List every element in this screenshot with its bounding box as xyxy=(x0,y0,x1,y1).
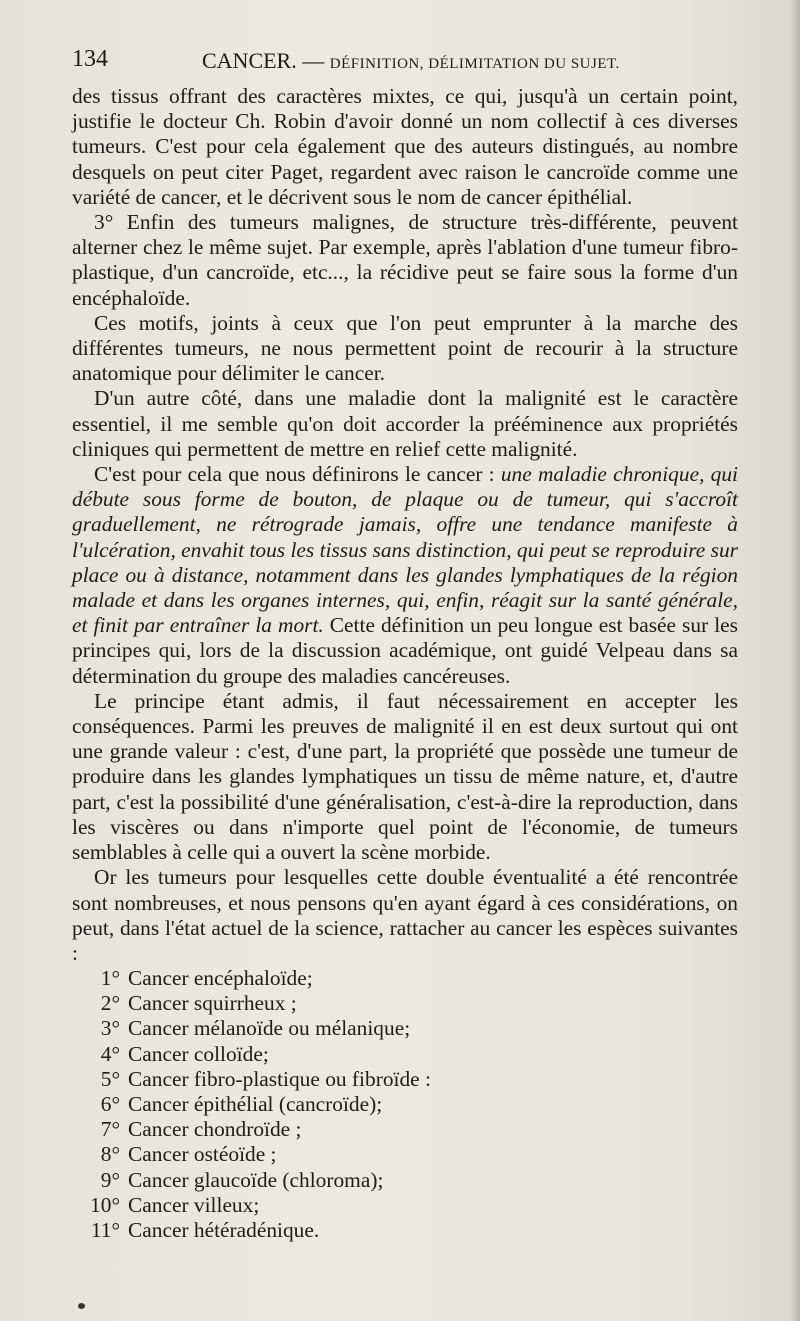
header-subtitle: DÉFINITION, DÉLIMITATION DU SUJET. xyxy=(329,56,620,72)
paragraph: 3° Enfin des tumeurs malignes, de structure très-différente, peuvent alterner chez le même sujet. Par exemple, après l'ablation d'une tumeur fibro-plastique, d'un cancroïde, etc..., la récidive peut se faire sous la forme d'un encéphaloïde. xyxy=(72,210,738,310)
species-text: Cancer épithélial (cancroïde); xyxy=(128,1092,383,1117)
page-number: 134 xyxy=(72,46,108,72)
species-text: Cancer encéphaloïde; xyxy=(128,966,313,991)
species-number: 11° xyxy=(90,1217,120,1242)
paragraph: D'un autre côté, dans une maladie dont la malignité est le caractère essentiel, il me semble qu'on doit accorder la prééminence aux propriétés cliniques qui permettent de mettre en relief cette malignité. xyxy=(72,386,738,461)
header-title: CANCER. xyxy=(202,48,297,73)
species-text: Cancer chondroïde ; xyxy=(128,1117,302,1142)
paragraph: Le principe étant admis, il faut nécessairement en accepter les conséquences. Parmi les preuves de malignité il en est deux surtout qui ont une grande valeur : c'est, d'une part, la propriété que possède une tumeur de produire dans les glandes lymphatiques un tissu de même nature, et, d'autre part, c'est la possibilité d'une généralisation, c'est-à-dire la reproduction, dans les viscères ou dans n'importe quel point de l'économie, de tumeurs semblables à celle qui a ouvert la scène morbide. xyxy=(72,688,738,865)
species-text: Cancer mélanoïde ou mélanique; xyxy=(128,1016,411,1041)
definition-italic: une maladie chronique, qui débute sous forme de bouton, de plaque ou de tumeur, qui s'accroît graduellement, ne rétrograde jamais, offre une tendance manifeste à l'ulcération, envahit tous les tissus sans distinction, qui peut se reproduire sur place ou à distance, notamment dans les glandes lymphatiques de la région malade et dans les organes internes, qui, enfin, réagit sur la santé générale, et finit par entraîner la mort. xyxy=(72,462,738,638)
header-dash: — xyxy=(302,48,325,73)
running-title xyxy=(202,48,620,74)
species-text: Cancer fibro-plastique ou fibroïde : xyxy=(128,1066,431,1091)
species-number: 8° xyxy=(100,1142,120,1167)
definition-outro: Cette définition un peu longue est basée sur les principes qui, lors de la discussion académique, ont guidé Velpeau dans sa détermination du groupe des maladies cancéreuses. xyxy=(72,613,738,688)
ink-speck xyxy=(78,1303,85,1309)
running-header xyxy=(72,44,732,76)
species-item xyxy=(72,1193,738,1218)
species-number: 2° xyxy=(100,991,120,1016)
species-number: 10° xyxy=(90,1192,120,1217)
species-item xyxy=(72,966,738,991)
species-text: Cancer glaucoïde (chloroma); xyxy=(128,1167,384,1192)
species-item xyxy=(72,1142,738,1167)
species-item xyxy=(72,1092,738,1117)
species-number: 7° xyxy=(100,1117,120,1142)
species-text: Cancer colloïde; xyxy=(128,1041,269,1066)
species-number: 9° xyxy=(100,1167,120,1192)
species-text: Cancer villeux; xyxy=(128,1192,260,1217)
page-body xyxy=(72,84,738,1243)
species-text: Cancer squirrheux ; xyxy=(128,991,297,1016)
species-item xyxy=(72,1067,738,1092)
species-number: 4° xyxy=(100,1041,120,1066)
species-item xyxy=(72,1117,738,1142)
paragraph: Ces motifs, joints à ceux que l'on peut emprunter à la marche des différentes tumeurs, ne nous permettent point de recourir à la structure anatomique pour délimiter le cancer. xyxy=(72,310,738,386)
paragraph: des tissus offrant des caractères mixtes, ce qui, jusqu'à un certain point, justifie le docteur Ch. Robin d'avoir donné un nom collectif à ces diverses tumeurs. C'est pour cela également que des auteurs distingués, au nombre desquels on peut citer Paget, regardent avec raison le cancroïde comme une variété de cancer, et le décrivent sous le nom de cancer épithélial. xyxy=(72,84,738,209)
definition-paragraph xyxy=(72,462,738,689)
species-list xyxy=(72,966,738,1243)
species-number: 3° xyxy=(100,1016,120,1041)
species-item xyxy=(72,1016,738,1041)
species-item xyxy=(72,991,738,1016)
species-item xyxy=(72,1042,738,1067)
page-edge-shadow xyxy=(790,0,800,1321)
definition-intro: C'est pour cela que nous définirons le cancer : xyxy=(94,462,501,487)
species-item xyxy=(72,1218,738,1243)
species-number: 5° xyxy=(100,1066,120,1091)
species-number: 6° xyxy=(100,1092,120,1117)
species-number: 1° xyxy=(100,966,120,991)
species-item xyxy=(72,1168,738,1193)
species-text: Cancer ostéoïde ; xyxy=(128,1142,277,1167)
paragraph: Or les tumeurs pour lesquelles cette double éventualité a été rencontrée sont nombreuses, et nous pensons qu'en ayant égard à ces considérations, on peut, dans l'état actuel de la science, rattacher au cancer les espèces suivantes : xyxy=(72,865,738,965)
species-text: Cancer hétéradénique. xyxy=(128,1217,320,1242)
